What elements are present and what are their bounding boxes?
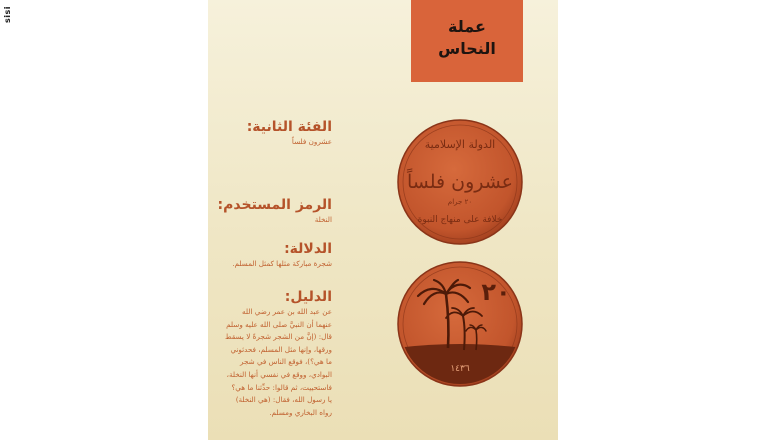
watermark: sisi [3, 6, 12, 24]
section-body-line: عن عبد الله بن عمر رضي الله [242, 307, 332, 316]
section-category [247, 118, 332, 149]
title-line-2: النحاس [438, 39, 496, 58]
section-body-line: عنهما أن النبيَّ صلى الله عليه وسلم [226, 319, 332, 329]
coin-back-image [396, 260, 524, 388]
coin-front-center-text: عشرون فلساً [406, 171, 514, 193]
section-body-line: قال: (إنَّ من الشجر شجرةً لا يسقط [225, 332, 332, 342]
coin-front-top-text: الدولة الإسلامية [424, 138, 496, 151]
coins-column [390, 118, 530, 388]
section-symbol [218, 196, 332, 227]
section-evidence [225, 288, 332, 419]
coin-front-bottom-text: خلافة على منهاج النبوة [417, 215, 503, 225]
section-body-line: عشرون فلساً [291, 137, 332, 146]
coin-front-weight-text: ٢٠ جرام [447, 198, 473, 206]
section-meaning [232, 240, 332, 271]
coin-front [396, 118, 524, 246]
section-heading: الدليل: [284, 289, 332, 305]
section-body-line: البوادي، ووقع في نفسي أنها النخلة، [226, 369, 332, 379]
coin-back-year: ١٤٣٦ [450, 364, 470, 374]
title-box [411, 0, 523, 82]
coin-back [396, 260, 524, 388]
section-heading: الفئة الثانية: [246, 119, 332, 135]
section-body-line: ما هي؟)، فوقع الناس في شجر [240, 357, 332, 367]
section-heading: الدلالة: [284, 241, 332, 257]
section-body-line: فاستحييت، ثم قالوا: حدِّثنا ما هي؟ [231, 382, 332, 392]
section-body-line: رواه البخاري ومسلم. [269, 407, 332, 417]
title-line-1: عملة [448, 17, 486, 36]
coin-front-image [396, 118, 524, 246]
section-heading: الرمز المستخدم: [217, 197, 332, 213]
section-body-line: ورقها، وإنها مثل المسلم، فحدثوني [230, 344, 332, 354]
coin-back-denomination: ٢٠ [481, 278, 511, 306]
section-body-line: يا رسول الله، فقال: (هي النخلة) [235, 395, 332, 405]
document-page [208, 0, 558, 440]
section-body-line: شجرة مباركة مثلها كمثل المسلم. [232, 259, 332, 268]
section-body-line: النخلة [314, 215, 332, 224]
